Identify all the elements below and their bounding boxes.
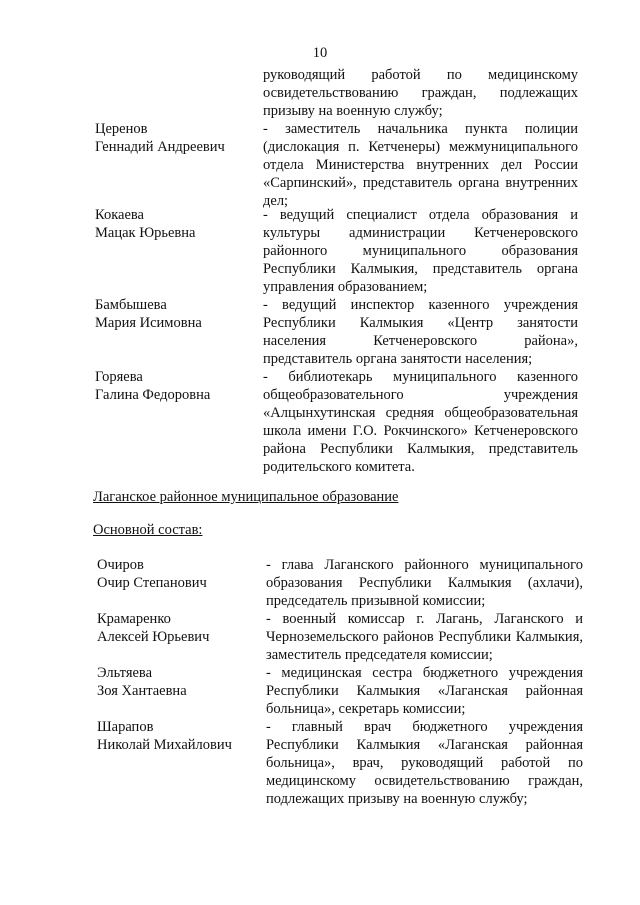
member-name — [95, 368, 263, 404]
member-entry — [95, 368, 578, 476]
member-surname: Эльтяева — [97, 665, 153, 681]
members-list-2 — [97, 556, 583, 808]
member-surname: Крамаренко — [97, 611, 171, 627]
member-given-name: Николай Михайлович — [97, 737, 232, 753]
member-description: - медицинская сестра бюджетного учреждения Республики Калмыкия «Лаганская районная больница», секретарь комиссии; — [266, 665, 583, 717]
subsection-title: Основной состав: — [93, 522, 203, 538]
member-surname: Бамбышева — [95, 297, 167, 313]
member-entry — [95, 296, 578, 368]
member-name — [97, 556, 265, 592]
member-surname: Шарапов — [97, 719, 154, 735]
member-entry — [97, 556, 583, 610]
member-entry — [95, 206, 578, 296]
member-description: - библиотекарь муниципального казенного общеобразовательного учреждения «Алцынхутинская средняя общеобразовательная школа имени Г.О. Рокчинского» Кетченеровского района Республики Калмыкия, представитель родительского комитета. — [263, 369, 578, 475]
member-description: - глава Лаганского районного муниципального образования Республики Калмыкия (ахлачи), председатель призывной комиссии; — [266, 557, 583, 609]
member-given-name: Очир Степанович — [97, 575, 207, 591]
page-number: 10 — [312, 45, 328, 61]
member-name — [95, 120, 263, 156]
member-surname: Церенов — [95, 121, 148, 137]
member-given-name: Галина Федоровна — [95, 387, 211, 403]
member-name — [95, 206, 263, 242]
member-given-name: Алексей Юрьевич — [97, 629, 210, 645]
member-given-name: Зоя Хантаевна — [97, 683, 187, 699]
member-entry — [95, 120, 578, 209]
continuation-text: руководящий работой по медицинскому освидетельствованию граждан, подлежащих призыву на военную службу; — [263, 67, 578, 119]
member-name — [97, 610, 265, 646]
members-list-1 — [95, 120, 578, 476]
member-given-name: Геннадий Андреевич — [95, 139, 225, 155]
member-surname: Горяева — [95, 369, 143, 385]
member-surname: Очиров — [97, 557, 144, 573]
member-surname: Кокаева — [95, 207, 144, 223]
member-given-name: Мария Исимовна — [95, 315, 202, 331]
member-description: - ведущий инспектор казенного учреждения Республики Калмыкия «Центр занятости населения Кетченеровского района», представитель органа занятости населения; — [263, 297, 578, 367]
member-description: - ведущий специалист отдела образования и культуры администрации Кетченеровского районного муниципального образования Республики Калмыкия, представитель органа управления образованием; — [263, 207, 578, 295]
member-entry — [97, 610, 583, 664]
member-name — [95, 296, 263, 332]
member-description: - военный комиссар г. Лагань, Лаганского и Черноземельского районов Республики Калмыкия, заместитель председателя комиссии; — [266, 611, 583, 663]
member-given-name: Мацак Юрьевна — [95, 225, 196, 241]
member-name — [97, 664, 265, 700]
member-entry — [97, 664, 583, 718]
member-description: - заместитель начальника пункта полиции (дислокация п. Кетченеры) межмуниципального отдела Министерства внутренних дел России «Сарпинский», представитель органа внутренних дел; — [263, 121, 578, 209]
member-description: - главный врач бюджетного учреждения Республики Калмыкия «Лаганская районная больница», врач, руководящий работой по медицинскому освидетельствованию граждан, подлежащих призыву на военную службу; — [266, 719, 583, 807]
member-name — [97, 718, 265, 754]
member-entry — [97, 718, 583, 808]
section-title: Лаганское районное муниципальное образование — [93, 489, 399, 505]
